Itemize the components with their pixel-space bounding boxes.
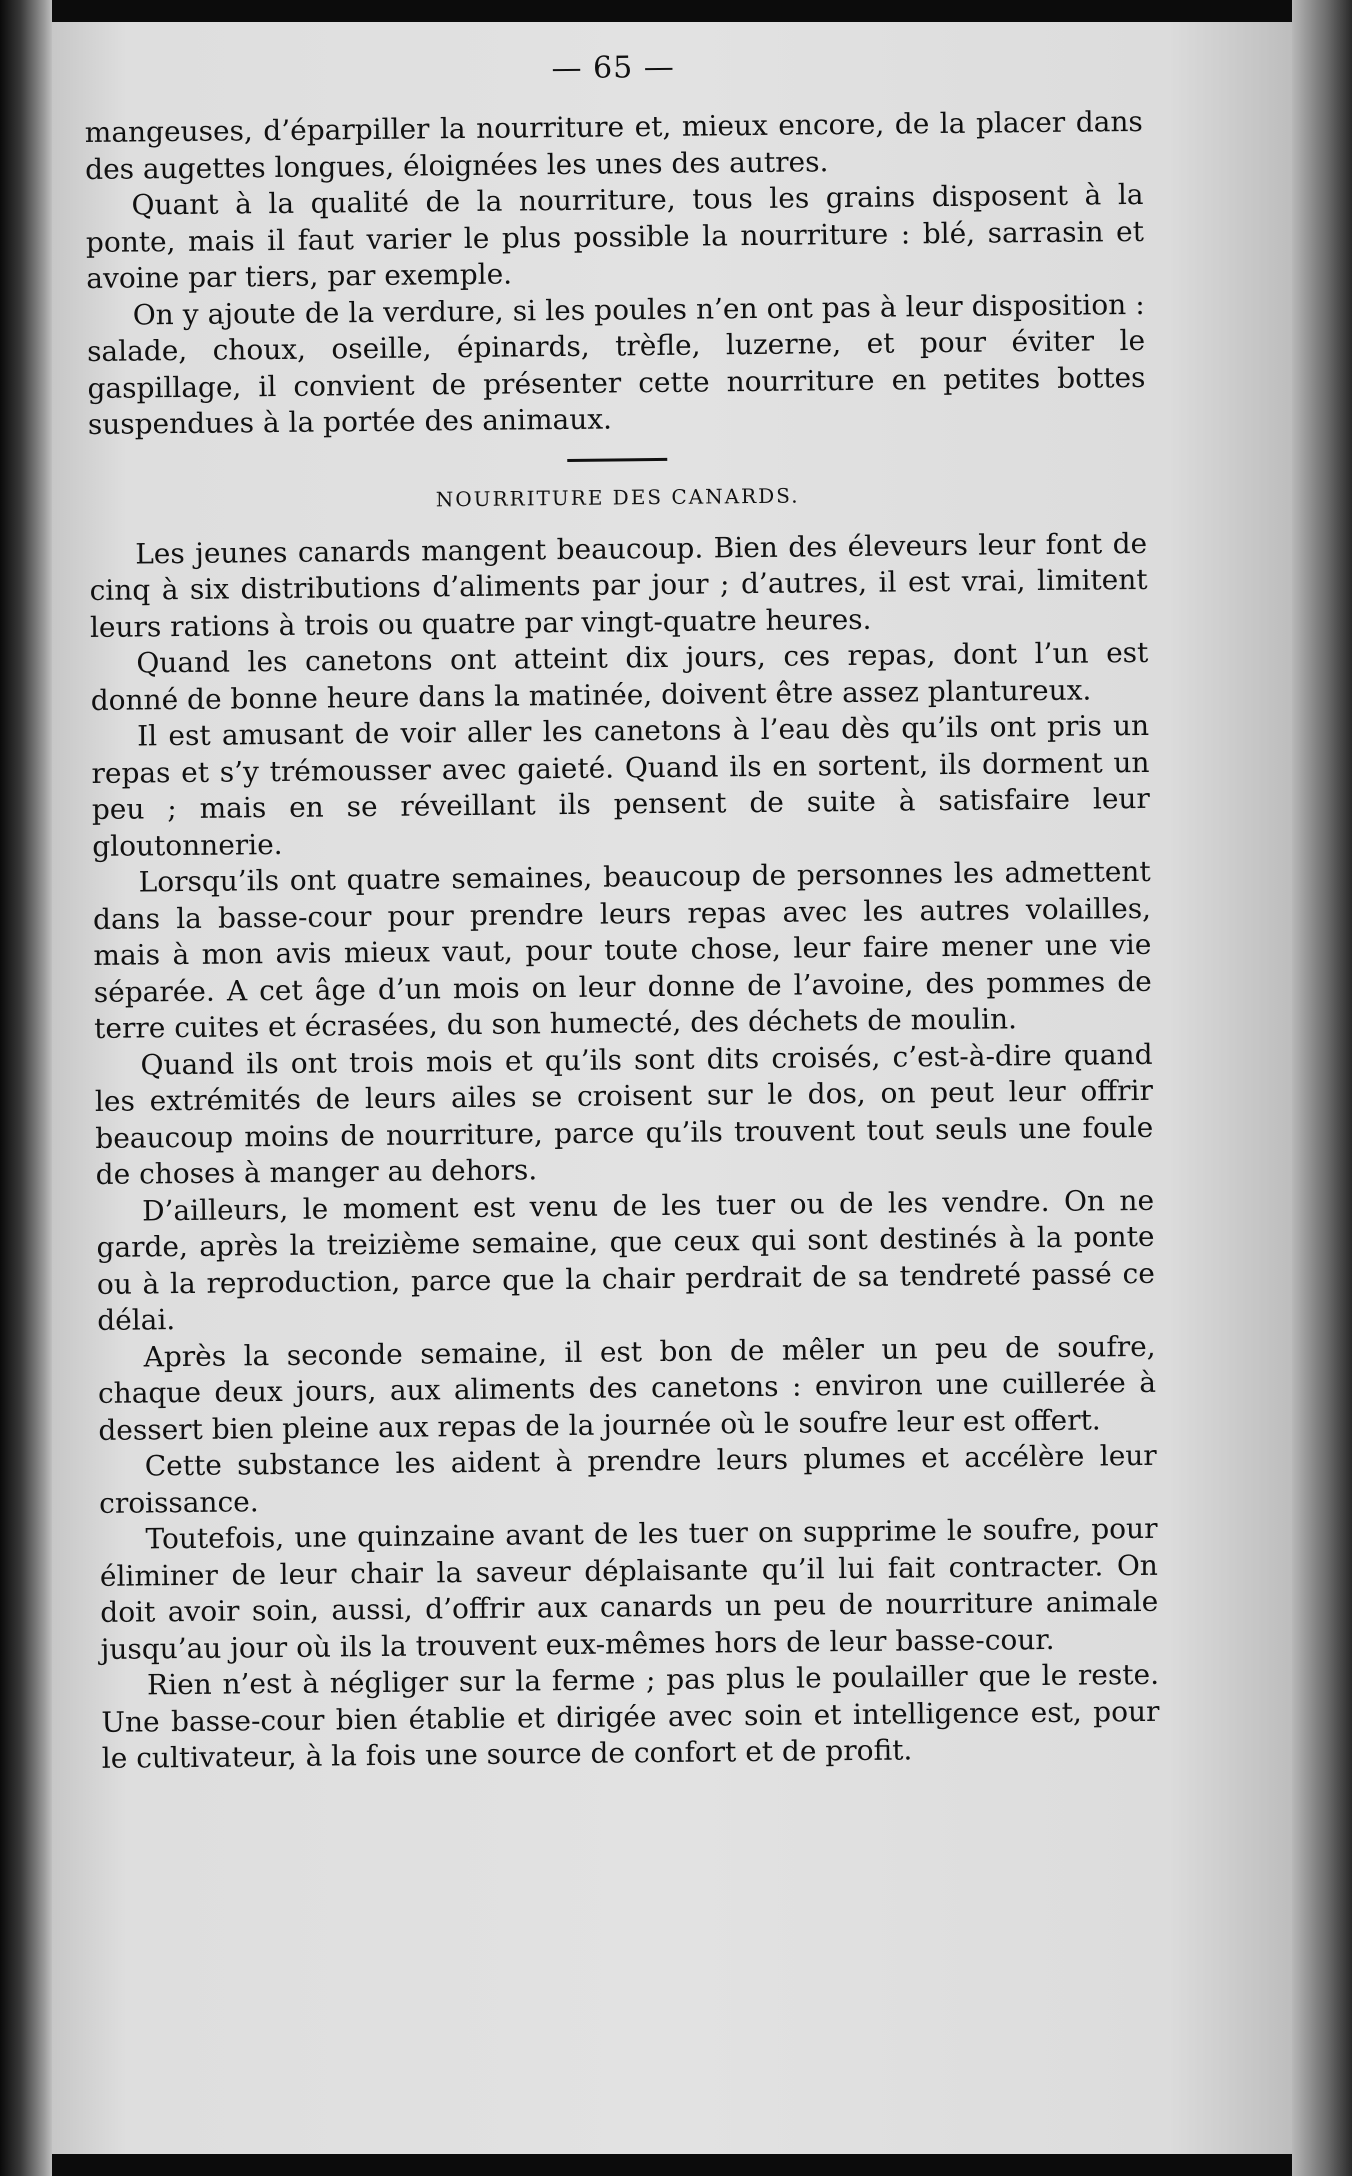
book-spine-shadow	[0, 0, 52, 2176]
section-title: NOURRITURE DES CANARDS.	[435, 483, 800, 511]
paragraph: On y ajoute de la verdure, si les poules n’en ont pas à leur disposition : salade, choux, oseille, épinards, trèfle, luzerne, et pour éviter le gaspillage, il convient de présenter cette nourriture en petites bottes suspendues à la portée des animaux.	[86, 287, 1146, 441]
paragraph: mangeuses, d’éparpiller la nourriture et, mieux encore, de la placer dans des augettes longues, éloignées les unes des autres.	[84, 104, 1143, 186]
paragraph: Quand ils ont trois mois et qu’ils sont dits croisés, c’est-à-dire quand les extrémités de leurs ailes se croisent sur le dos, on peut leur offrir beaucoup moins de nourriture, parce qu’ils trouvent tout seuls une foule de choses à manger au dehors.	[94, 1037, 1154, 1191]
paragraph: Les jeunes canards mangent beaucoup. Bien des éleveurs leur font de cinq à six distributions d’aliments par jour ; d’autres, il est vrai, limitent leurs rations à trois ou quatre par vingt-quatre heures.	[89, 526, 1148, 644]
paragraph: Quand les canetons ont atteint dix jours, ces repas, dont l’un est donné de bonne heure dans la matinée, doivent être assez plantureux.	[90, 635, 1149, 717]
paragraph: Quant à la qualité de la nourriture, tous les grains disposent à la ponte, mais il faut varier le plus possible la nourriture : blé, sarrasin et avoine par tiers, par exemple.	[85, 177, 1145, 295]
paragraph: Lorsqu’ils ont quatre semaines, beaucoup de personnes les admettent dans la basse-cour pour prendre leurs repas avec les autres volailles, mais à mon avis mieux vaut, pour toute chose, leur faire mener une vie séparée. A cet âge d’un mois on leur donne de l’avoine, des pommes de terre cuites et écrasées, du son humecté, des déchets de moulin.	[92, 854, 1152, 1045]
page-content	[84, 45, 1160, 1777]
paragraph: Rien n’est à négliger sur la ferme ; pas plus le poulailler que le reste. Une basse-cour bien établie et dirigée avec soin et intelligence est, pour le cultivateur, à la fois une source de confort et de profit.	[101, 1657, 1160, 1775]
paragraph: Cette substance les aident à prendre leurs plumes et accélère leur croissance.	[98, 1438, 1157, 1520]
section-divider	[567, 457, 667, 461]
paragraph: D’ailleurs, le moment est venu de les tuer ou de les vendre. On ne garde, après la treizième semaine, que ceux qui sont destinés à la ponte ou à la reproduction, parce que la chair perdrait de sa tendreté passé ce délai.	[96, 1183, 1155, 1337]
paragraph: Après la seconde semaine, il est bon de mêler un peu de soufre, chaque deux jours, aux aliments des canetons : environ une cuillerée à dessert bien pleine aux repas de la journée où le soufre leur est offert.	[97, 1329, 1157, 1447]
page-number: — 65 —	[551, 49, 675, 87]
page-edge-shadow	[1292, 0, 1352, 2176]
paragraph: Toutefois, une quinzaine avant de les tuer on supprime le soufre, pour éliminer de leur chair la saveur déplaisante qu’il lui fait contracter. On doit avoir soin, aussi, d’offrir aux canards un peu de nourriture animale jusqu’au jour où ils la trouvent eux-mêmes hors de leur basse-cour.	[99, 1511, 1159, 1666]
paragraph: Il est amusant de voir aller les canetons à l’eau dès qu’ils ont pris un repas et s’y trémousser avec gaieté. Quand ils en sortent, ils dorment un peu ; mais en se réveillant ils pensent de suite à satisfaire leur gloutonnerie.	[91, 708, 1151, 863]
